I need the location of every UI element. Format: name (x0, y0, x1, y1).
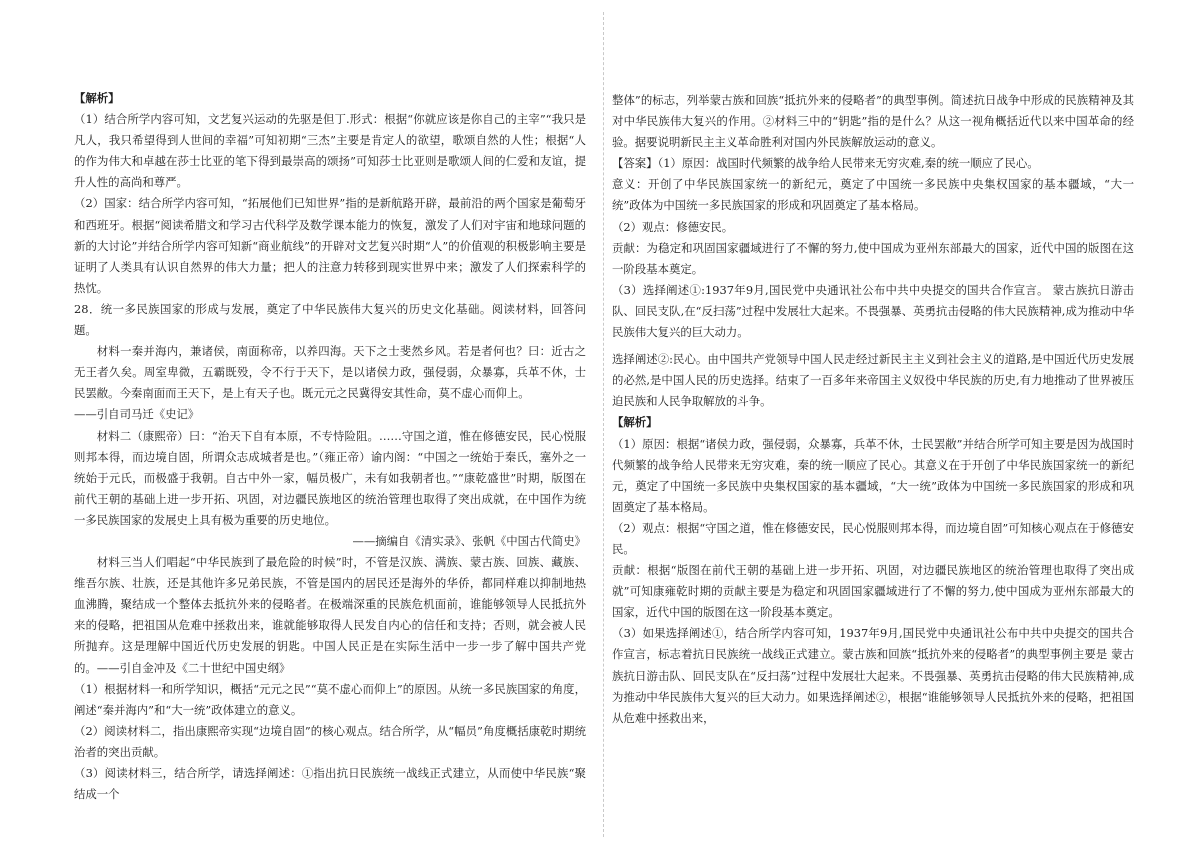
paragraph: 28．统一多民族国家的形成与发展，奠定了中华民族伟大复兴的历史文化基础。阅读材料，回答问题。 (74, 301, 586, 338)
paragraph: （2）观点：根据“守国之道，惟在修德安民，民心悦服则邦本得，而边境自固”可知核心观点在于修德安民。 (612, 520, 1134, 556)
paragraph: 【答案】（1）原因：战国时代频繁的战争给人民带来无穷灾难,秦的统一顺应了民心。 (612, 156, 1039, 171)
left-column (74, 88, 586, 805)
paragraph: ——引自司马迁《史记》 (74, 407, 200, 422)
paragraph: 整体”的标志，列举蒙古族和回族“抵抗外来的侵略者”的典型事例。简述抗日战争中形成的民族精神及其对中华民族伟大复兴的作用。②材料三中的“钥匙”指的是什么？从这一视角概括近代以来中国革命的经验。据要说明新民主主义革命胜利对国内外民族解放运动的意义。 (612, 93, 1134, 150)
right-column (612, 90, 1134, 729)
paragraph: 贡献：为稳定和巩固国家疆域进行了不懈的努力,使中国成为亚州东部最大的国家，近代中国的版图在这一阶段基本奠定。 (612, 240, 1134, 276)
paragraph: 材料二（康熙帝）曰：“治天下自有本原，不专恃险阻。……守国之道，惟在修德安民，民心悦服则邦本得，而边境自固，所谓众志成城者是也。”（雍正帝）谕内阁：“中国之一统始于秦氏，塞外之一统始于元氏，而极盛于我朝。自古中外一家，幅员极广，未有如我朝者也。”“康乾盛世”时期，版图在前代王朝的基础上进一步开拓、巩固，对边疆民族地区的统治管理也取得了突出成就，在中国作为统一多民族国家的发展史上具有极为重要的历史地位。 (74, 428, 586, 527)
paragraph: （1）原因：根据“诸侯力政，强侵弱，众暴寡，兵革不休，士民罢敝”并结合所学可知主要是因为战国时代频繁的战争给人民带来无穷灾难，秦的统一顺应了民心。其意义在于开创了中华民族国家统一的新纪元，奠定了中国统一多民族中央集权国家的基本疆域，“大一统”政体为中国统一多民族国家的形成和巩固奠定了基本格局。 (612, 436, 1134, 514)
column-divider (603, 12, 604, 837)
paragraph: （3）阅读材料三，结合所学，请选择阐述：①指出抗日民族统一战线正式建立，从而使中华民族“聚结成一个 (74, 766, 586, 802)
paragraph: 【解析】 (612, 415, 658, 430)
paragraph: （3）如果选择阐述①，结合所学内容可知，1937年9月,国民党中央通讯社公布中共中央提交的国共合作宣言，标志着抗日民族统一战线正式建立。蒙古族和回族“抵抗外来的侵略者”的典型事例主要是 蒙古族抗日游击队、回民支队在“反扫荡”过程中发展壮大起来。不畏强暴、英勇抗击侵略的伟大民族精神,成为推动中华民族伟大复兴的巨大动力。如果选择阐述②，根据“谁能够领导人民抵抗外来的侵略，把祖国从危难中拯救出来， (612, 626, 1134, 725)
paragraph: 材料一秦并海内，兼诸侯，南面称帝，以养四海。天下之士斐然乡风。若是者何也？曰：近古之无王者久矣。周室卑微，五霸既殁，令不行于天下，是以诸侯力政，强侵弱，众暴寡，兵革不休，士民罢敝。今秦南面而王天下，是上有天子也。既元元之民冀得安其性命，莫不虚心而仰上。 (74, 344, 586, 401)
paragraph: （3）选择阐述①:1937年9月,国民党中央通讯社公布中共中央提交的国共合作宣言。 蒙古族抗日游击队、回民支队,在“反扫荡”过程中发展壮大起来。不畏强暴、英勇抗击侵略的伟大民族精神,成为推动中华民族伟大复兴的巨大动力。 (612, 282, 1134, 340)
paragraph: 【解析】 (74, 91, 120, 105)
paragraph: 意义：开创了中华民族国家统一的新纪元，奠定了中国统一多民族中央集权国家的基本疆域，“大一统”政体为中国统一多民族国家的形成和巩固奠定了基本格局。 (612, 177, 1134, 213)
paragraph: 选择阐述②:民心。由中国共产党领导中国人民走经过新民主主义到社会主义的道路,是中国近代历史发展的必然,是中国人民的历史选择。结束了一百多年来帝国主义奴役中华民族的历史,有力地推动了世界被压迫民族和人民争取解放的斗争。 (612, 352, 1134, 409)
paragraph: （1）根据材料一和所学知识，概括“元元之民”“莫不虚心而仰上”的原因。从统一多民族国家的角度，阐述“秦并海内”和“大一统”政体建立的意义。 (74, 681, 586, 717)
paragraph: （1）结合所学内容可知，文艺复兴运动的先驱是但丁.形式：根据“你就应该是你自己的主宰”“我只是凡人，我只希望得到人世间的幸福”可知初期“三杰”主要是肯定人的欲望，歌颂自然的人性；根据“人的作为伟大和卓越在莎士比亚的笔下得到最崇高的颂扬”可知莎士比亚则是歌颂人间的仁爱和友谊，提升人性的高尚和尊严。 (74, 112, 586, 190)
paragraph: 材料三当人们唱起“中华民族到了最危险的时候”时，不管是汉族、满族、蒙古族、回族、藏族、维吾尔族、壮族，还是其他许多兄弟民族，不管是国内的居民还是海外的华侨，都同样难以抑制地热血沸腾，聚结成一个整体去抵抗外来的侵略者。在极端深重的民族危机面前，谁能够领导人民抵抗外来的侵略，把祖国从危难中拯救出来，谁就能够取得人民发自内心的信任和支持；否则，就会被人民所抛弃。这是理解中国近代历史发展的钥匙。中国人民正是在实际生活中一步一步了解中国共产党的。——引自金冲及《二十世纪中国史纲》 (74, 555, 586, 675)
paragraph: （2）国家：结合所学内容可知，“拓展他们已知世界”指的是新航路开辟，最前沿的两个国家是葡萄牙和西班牙。根据“阅读希腊文和学习古代科学及数学课本能力的恢复，激发了人们对宇宙和地球问题的新的大讨论”并结合所学内容可知新“商业航线”的开辟对文艺复兴时期“人”的价值观的积极影响主要是证明了人类具有认识自然界的伟大力量；把人的注意力转移到现实世界中来；激发了人们探索科学的热忱。 (74, 196, 586, 295)
paragraph: （2）观点：修德安民。 (612, 219, 734, 234)
paragraph: 贡献：根据“版图在前代王朝的基础上进一步开拓、巩固，对边疆民族地区的统治管理也取得了突出成就”可知康雍乾时期的贡献主要是为稳定和巩固国家疆域进行了不懈的努力,使中国成为亚州东部最大的国家，近代中国的版图在这一阶段基本奠定。 (612, 563, 1134, 620)
paragraph: ——摘编自《清实录》、张帆《中国古代简史》 (352, 533, 586, 548)
paragraph: （2）阅读材料二，指出康熙帝实现“边境自固”的核心观点。结合所学，从“幅员”角度概括康乾时期统治者的突出贡献。 (74, 723, 586, 759)
